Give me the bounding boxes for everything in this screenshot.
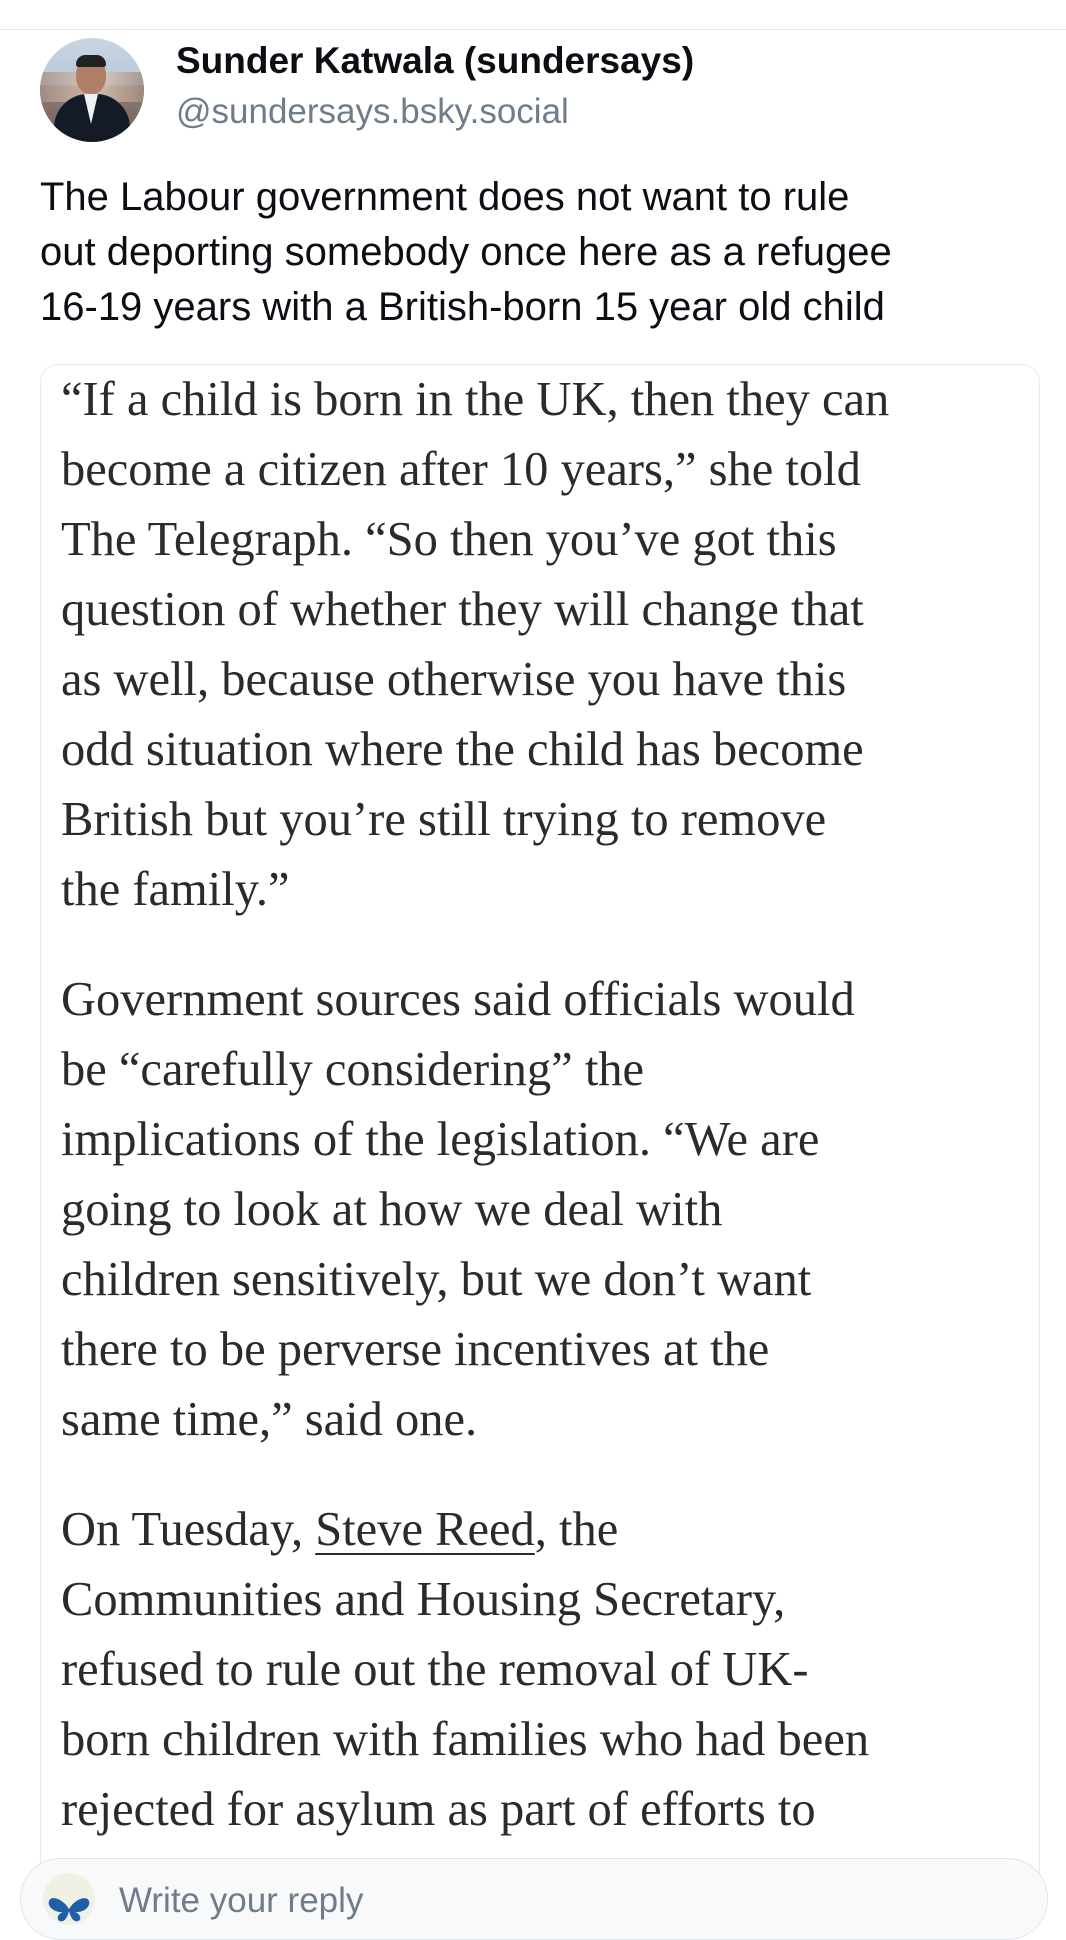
butterfly-icon [47, 1895, 91, 1925]
article-line: the family.” [61, 863, 290, 916]
avatar-hair [76, 55, 106, 67]
article-line: there to be perverse incentives at the [61, 1323, 770, 1376]
post-text-line: out deporting somebody once here as a refugee [40, 230, 892, 274]
article-paragraph-1 [61, 365, 1031, 925]
article-line: refused to rule out the removal of UK- [61, 1643, 809, 1696]
article-line: become a citizen after 10 years,” she told [61, 443, 861, 496]
article-line: same time,” said one. [61, 1393, 478, 1446]
reply-user-avatar [43, 1873, 95, 1925]
post-text-line: The Labour government does not want to rule [40, 175, 850, 219]
article-line: odd situation where the child has become [61, 723, 864, 776]
post-author [40, 34, 1040, 144]
article-paragraph-2 [61, 965, 1031, 1455]
article-line [61, 1495, 1031, 1565]
reply-composer[interactable] [20, 1858, 1048, 1940]
article-line: born children with families who had been [61, 1713, 870, 1766]
post-text [40, 170, 1040, 335]
article-link-steve-reed: Steve Reed [315, 1503, 535, 1556]
author-display-name[interactable]: Sunder Katwala (sundersays) [176, 40, 695, 81]
article-line: British but you’re still trying to remove [61, 793, 827, 846]
article-line: question of whether they will change that [61, 583, 864, 636]
article-text [61, 365, 1031, 1885]
top-divider [0, 29, 1066, 30]
author-avatar[interactable] [40, 38, 144, 142]
article-line: as well, because otherwise you have this [61, 653, 847, 706]
article-line: be “carefully considering” the [61, 1043, 645, 1096]
post-text-line: 16-19 years with a British-born 15 year old child [40, 285, 885, 329]
article-line: rejected for asylum as part of efforts to [61, 1783, 816, 1836]
article-line: going to look at how we deal with [61, 1183, 723, 1236]
article-line: Communities and Housing Secretary, [61, 1573, 786, 1626]
article-line: children sensitively, but we don’t want [61, 1253, 812, 1306]
article-line: The Telegraph. “So then you’ve got this [61, 513, 837, 566]
article-text-segment: , the [534, 1503, 619, 1556]
author-handle[interactable]: @sundersays.bsky.social [176, 92, 569, 131]
article-line: “If a child is born in the UK, then they can [61, 373, 890, 426]
article-line: implications of the legislation. “We are [61, 1113, 820, 1166]
article-paragraph-3 [61, 1495, 1031, 1845]
article-screenshot-image[interactable] [40, 364, 1040, 1926]
reply-placeholder: Write your reply [119, 1881, 364, 1920]
article-text-segment: On Tuesday, [61, 1503, 316, 1556]
article-line: Government sources said officials would [61, 973, 855, 1026]
